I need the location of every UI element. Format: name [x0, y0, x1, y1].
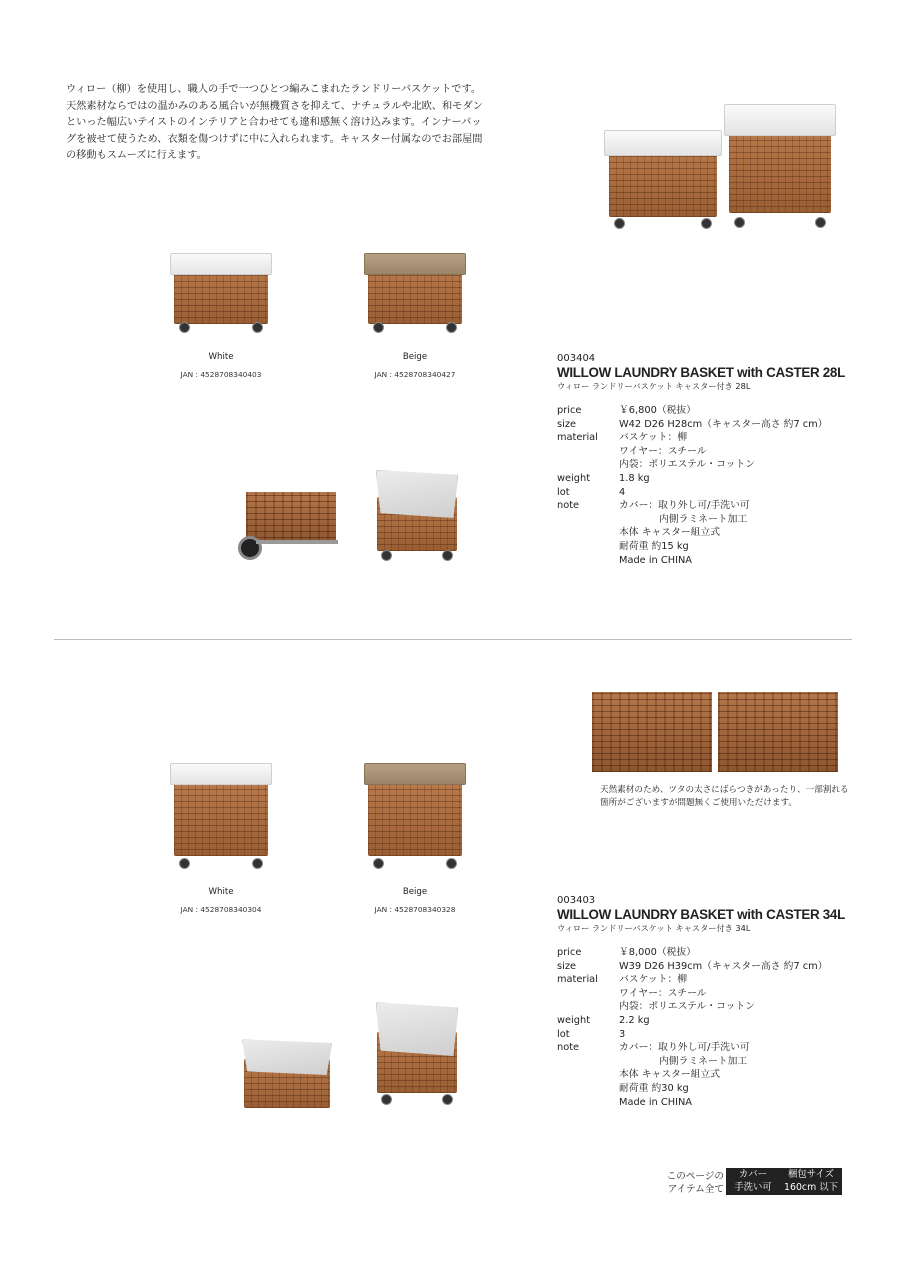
spec-key: price	[557, 947, 582, 958]
product-spec-34	[557, 895, 857, 1109]
weave-detail-image-1	[592, 692, 712, 772]
spec-key: weight	[557, 1014, 591, 1026]
spec-key: weight	[557, 472, 591, 484]
badge-line: 梱包サイズ	[787, 1169, 835, 1180]
open-basket-28-image	[372, 468, 462, 564]
basket-34-white-image	[168, 756, 274, 872]
variant-color-label: White	[208, 352, 234, 362]
badge-label-line: アイテム全て	[667, 1184, 724, 1195]
spec-note-line: 耐荷重 約30 kg	[619, 1082, 689, 1094]
natural-material-note: 天然素材のため、ツタの太さにばらつきがあったり、一部割れる箇所がございますが問題無くご使用いただけます。	[600, 785, 849, 808]
spec-note-line: 内側ラミネート加工	[659, 1055, 748, 1067]
spec-key: size	[557, 960, 576, 972]
spec-key: note	[557, 500, 580, 512]
hero-basket-large-image	[722, 96, 838, 232]
spec-price: ￥6,800（税抜）	[619, 405, 697, 416]
spec-key: lot	[557, 1028, 570, 1040]
spec-key: size	[557, 418, 576, 430]
spec-material-line: 内袋：ポリエステル・コットン	[619, 459, 756, 471]
hero-basket-small-image	[602, 124, 724, 232]
weave-detail-image-2	[718, 692, 838, 772]
spec-weight: 2.2 kg	[619, 1014, 650, 1026]
basket-28-white-image	[168, 248, 274, 336]
spec-size: W39 D26 H39cm（キャスター高さ 約7 cm）	[619, 960, 828, 972]
caster-bar-icon	[256, 540, 338, 544]
badge-label-line: このページの	[666, 1171, 724, 1182]
open-basket-34-image	[372, 1000, 462, 1108]
spec-key: note	[557, 1042, 580, 1054]
spec-key: material	[557, 974, 598, 986]
spec-size: W42 D26 H28cm（キャスター高さ 約7 cm）	[619, 418, 828, 430]
spec-note-line: カバー：取り外し可/手洗い可	[619, 500, 750, 512]
variant-color-label: Beige	[402, 887, 428, 897]
spec-key: lot	[557, 486, 570, 498]
spec-material-line: ワイヤー：スチール	[619, 987, 707, 999]
spec-lot: 4	[619, 486, 626, 498]
badge-line: 手洗い可	[734, 1181, 772, 1193]
package-size-badge	[780, 1168, 842, 1195]
basket-28-beige-image	[362, 248, 468, 336]
badge-line: カバー	[738, 1169, 768, 1180]
variant-color-label: Beige	[402, 352, 428, 362]
variant-color-label: White	[208, 887, 234, 897]
spec-weight: 1.8 kg	[619, 472, 650, 484]
spec-lot: 3	[619, 1028, 626, 1040]
spec-note-line: Made in CHINA	[619, 1096, 692, 1108]
product-code: 003403	[557, 895, 596, 906]
product-subtitle: ウィロー ランドリーバスケット キャスター付き 28L	[557, 381, 751, 391]
spec-table	[557, 404, 828, 567]
spec-material-line: ワイヤー：スチール	[619, 445, 707, 457]
cover-washable-badge	[726, 1168, 780, 1195]
spec-note-line: 内側ラミネート加工	[659, 513, 748, 525]
spec-key: price	[557, 405, 582, 416]
product-spec-28	[557, 353, 857, 567]
basket-without-caster-image	[238, 1038, 336, 1108]
badge-line: 160cm 以下	[784, 1181, 838, 1193]
section-divider	[54, 639, 852, 640]
spec-key: material	[557, 432, 598, 444]
spec-price: ￥8,000（税抜）	[619, 947, 697, 958]
variant-jan-code: JAN : 4528708340328	[374, 905, 456, 914]
caster-detail-image	[246, 492, 336, 544]
spec-note-line: 本体 キャスター組立式	[619, 1069, 721, 1081]
product-title: WILLOW LAUNDRY BASKET with CASTER 28L	[557, 365, 845, 380]
badge-label	[656, 1170, 724, 1196]
variant-jan-code: JAN : 4528708340427	[374, 370, 456, 379]
spec-note-line: 本体 キャスター組立式	[619, 527, 721, 539]
product-title: WILLOW LAUNDRY BASKET with CASTER 34L	[557, 907, 845, 922]
spec-note-line: カバー：取り外し可/手洗い可	[619, 1042, 750, 1054]
product-code: 003404	[557, 353, 596, 364]
spec-table	[557, 946, 828, 1109]
spec-material-line: バスケット：柳	[619, 974, 688, 986]
variant-jan-code: JAN : 4528708340304	[180, 905, 262, 914]
product-subtitle: ウィロー ランドリーバスケット キャスター付き 34L	[557, 923, 751, 933]
basket-34-beige-image	[362, 756, 468, 872]
spec-material-line: 内袋：ポリエステル・コットン	[619, 1001, 756, 1013]
intro-text: ウィロー（柳）を使用し、職人の手で一つひとつ編みこまれたランドリーバスケットです。天然素材ならではの温かみのある風合いが無機質さを抑えて、ナチュラルや北欧、和モダンといった幅広いテイストのインテリアと合わせても違和感無く溶け込みます。インナーバッグを被せて使うため、衣類を傷つけずに中に入れられます。キャスター付属なのでお部屋間の移動もスムーズに行えます。	[66, 84, 483, 162]
spec-material-line: バスケット：柳	[619, 432, 688, 444]
spec-note-line: Made in CHINA	[619, 554, 692, 566]
variant-jan-code: JAN : 4528708340403	[180, 370, 262, 379]
spec-note-line: 耐荷重 約15 kg	[619, 540, 689, 552]
